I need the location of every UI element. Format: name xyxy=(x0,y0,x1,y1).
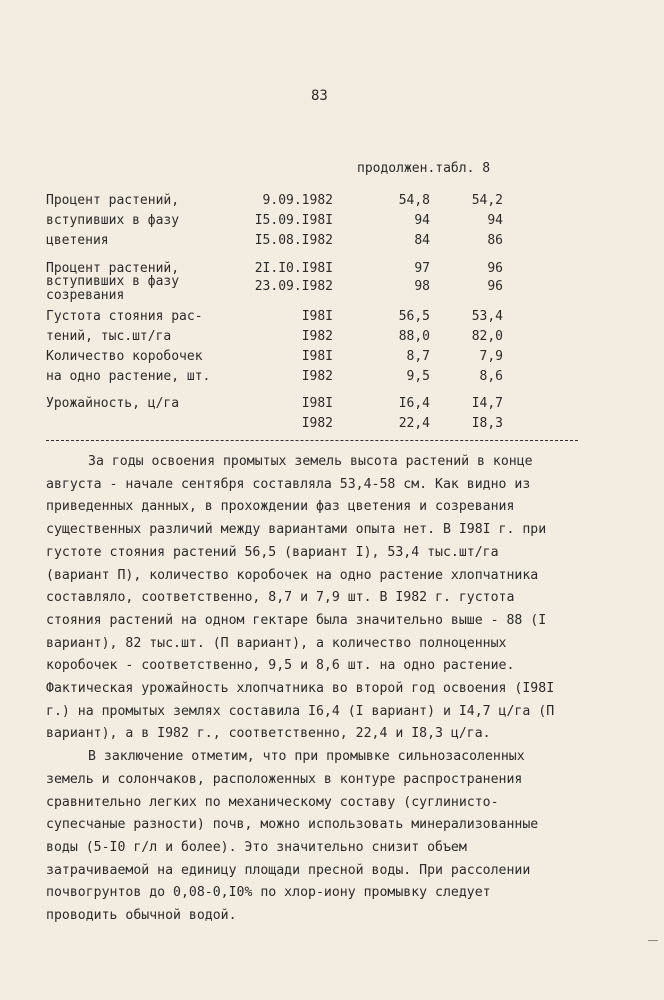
variant-1-value: 8,7 xyxy=(406,349,430,364)
variant-2-value: I8,3 xyxy=(471,416,503,431)
row-label: Количество коробочек xyxy=(46,349,203,364)
margin-mark xyxy=(648,940,658,941)
table-row xyxy=(0,213,664,233)
variant-2-value: 82,0 xyxy=(471,329,503,344)
variant-1-value: 22,4 xyxy=(398,416,430,431)
dashed-divider xyxy=(46,440,578,441)
body-text xyxy=(46,451,566,928)
row-date: 2I.I0.I98I xyxy=(254,261,333,276)
variant-2-value: 94 xyxy=(487,213,503,228)
variant-2-value: 7,9 xyxy=(479,349,503,364)
variant-2-value: I4,7 xyxy=(471,396,503,411)
row-date: 23.09.I982 xyxy=(254,279,333,294)
table-row xyxy=(0,193,664,213)
row-date: I5.08.I982 xyxy=(254,233,333,248)
variant-2-value: 54,2 xyxy=(471,193,503,208)
row-date: I98I xyxy=(301,309,333,324)
table-row xyxy=(0,329,664,349)
variant-2-value: 86 xyxy=(487,233,503,248)
row-label: вступивших в фазу xyxy=(46,213,180,228)
row-label: Процент растений, xyxy=(46,261,180,276)
table-row xyxy=(0,396,664,416)
row-label: Урожайность, ц/га xyxy=(46,396,180,411)
table-row xyxy=(0,369,664,389)
row-label: вступивших в фазу xyxy=(46,274,180,289)
row-date: I98I xyxy=(301,396,333,411)
variant-2-value: 53,4 xyxy=(471,309,503,324)
variant-1-value: 97 xyxy=(414,261,430,276)
table-row xyxy=(0,309,664,329)
variant-1-value: 54,8 xyxy=(398,193,430,208)
row-date: I98I xyxy=(301,349,333,364)
variant-1-value: 98 xyxy=(414,279,430,294)
variant-2-value: 96 xyxy=(487,261,503,276)
row-label: созревания xyxy=(46,288,125,303)
row-label: Густота стояния рас- xyxy=(46,309,203,324)
table-row xyxy=(0,233,664,253)
row-label: тений, тыс.шт/га xyxy=(46,329,172,344)
variant-1-value: 84 xyxy=(414,233,430,248)
row-date: I982 xyxy=(301,329,333,344)
table-row xyxy=(0,416,664,436)
row-date: I5.09.I98I xyxy=(254,213,333,228)
variant-1-value: I6,4 xyxy=(398,396,430,411)
table-row xyxy=(0,279,664,299)
row-date: 9.09.1982 xyxy=(262,193,333,208)
row-date: I982 xyxy=(301,369,333,384)
table-caption: продолжен.табл. 8 xyxy=(357,161,491,176)
page-number: 83 xyxy=(311,88,328,104)
variant-2-value: 96 xyxy=(487,279,503,294)
row-date: I982 xyxy=(301,416,333,431)
row-label: Процент растений, xyxy=(46,193,180,208)
variant-1-value: 56,5 xyxy=(398,309,430,324)
variant-2-value: 8,6 xyxy=(479,369,503,384)
row-label: на одно растение, шт. xyxy=(46,369,211,384)
paragraph-1: За годы освоения промытых земель высота растений в конце августа - начале сентября составляла 53,4-58 см. Как видно из приведенных данных, в прохождении фаз цветения и созревания существенных различий между вариантами опыта нет. В I98I г. при густоте стояния растений 56,5 (вариант I), 53,4 тыс.шт/га (вариант П), количество коробочек на одно растение хлопчатника составляло, соответственно, 8,7 и 7,9 шт. В I982 г. густота стояния растений на одном гектаре была значительно выше - 88 (I вариант), 82 тыс.шт. (П вариант), а количество полноценных коробочек - соответственно, 9,5 и 8,6 шт. на одно растение. Фактическая урожайность хлопчатника во второй год освоения (I98I г.) на промытых землях составила I6,4 (I вариант) и I4,7 ц/га (П вариант), а в I982 г., соответственно, 22,4 и I8,3 ц/га. xyxy=(46,454,555,742)
row-label: цветения xyxy=(46,233,109,248)
variant-1-value: 9,5 xyxy=(406,369,430,384)
paragraph-2: В заключение отметим, что при промывке сильнозасоленных земель и солончаков, расположенных в контуре распространения сравнительно легких по механическому составу (суглинисто-супесчаные разности) почв, можно использовать минерализованные воды (5-I0 г/л и более). Это значительно снизит объем затрачиваемой на единицу площади пресной воды. При рассолении почвогрунтов до 0,08-0,I0% по хлор-иону промывку следует проводить обычной водой. xyxy=(46,749,539,924)
variant-1-value: 94 xyxy=(414,213,430,228)
table-row xyxy=(0,349,664,369)
variant-1-value: 88,0 xyxy=(398,329,430,344)
